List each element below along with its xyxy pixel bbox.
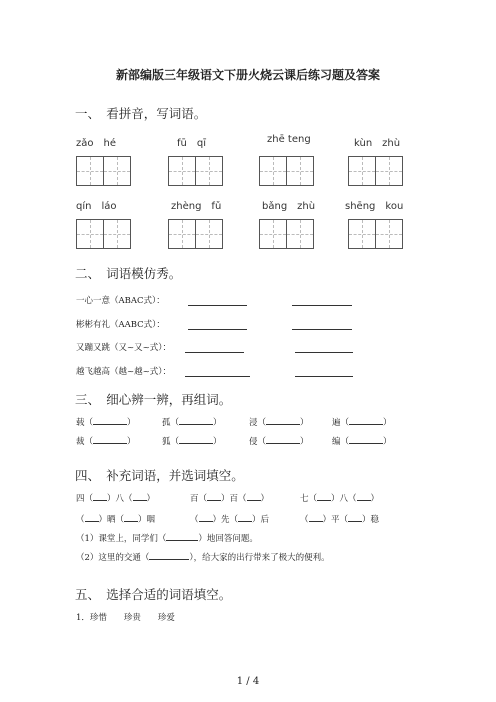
answer-blank[interactable] <box>185 352 244 353</box>
sentence-2: （2）这里的交通（ ），给大家的出行带来了极大的便利。 <box>76 553 330 563</box>
imitate-item-3: 又蹦又跳（又~又~式）： <box>76 343 171 353</box>
word-group-item: 侵（ ） <box>249 437 309 447</box>
answer-blank[interactable] <box>185 376 250 377</box>
word-group-item: 裁（ ） <box>76 437 136 447</box>
idiom-fill: （ ）先（ ）后 <box>190 515 270 525</box>
section-1-heading: 一、 看拼音，写词语。 <box>75 106 207 121</box>
write-box-7[interactable] <box>259 219 314 249</box>
idiom-fill: （ ）晒（ ）咽 <box>76 515 156 525</box>
word-choice-item: 1．珍惜 珍贵 珍爱 <box>76 613 175 623</box>
idiom-fill: 百（ ）百（ ） <box>190 494 270 504</box>
write-box-3[interactable] <box>259 156 314 186</box>
section-4-heading: 四、 补充词语，并选词填空。 <box>75 468 244 483</box>
pinyin-2: fū qī <box>177 138 206 149</box>
answer-blank[interactable] <box>188 305 247 306</box>
write-box-5[interactable] <box>76 219 131 249</box>
imitate-item-4: 越飞越高（越~越~式）： <box>76 367 171 377</box>
page-number: 1 / 4 <box>236 676 260 687</box>
pinyin-4: kùn zhù <box>354 138 401 149</box>
page-title: 新部编版三年级语文下册火烧云课后练习题及答案 <box>115 68 380 82</box>
pinyin-5: qín láo <box>76 201 117 212</box>
word-group-item: 编（ ） <box>332 437 392 447</box>
imitate-item-2: 彬彬有礼（AABC式）： <box>76 320 165 330</box>
section-3-heading: 三、 细心辨一辨，再组词。 <box>75 392 232 407</box>
word-group-item: 狐（ ） <box>162 437 222 447</box>
section-5-heading: 五、 选择合适的词语填空。 <box>75 587 232 602</box>
word-group-item: 载（ ） <box>76 418 136 428</box>
answer-blank[interactable] <box>295 376 353 377</box>
write-box-2[interactable] <box>168 156 223 186</box>
sentence-1: （1）课堂上，同学们（ ）地回答问题。 <box>76 534 258 544</box>
word-group-item: 浸（ ） <box>249 418 309 428</box>
pinyin-3: zhē teng <box>267 134 311 145</box>
word-group-item: 孤（ ） <box>162 418 222 428</box>
write-box-1[interactable] <box>76 156 131 186</box>
write-box-6[interactable] <box>168 219 223 249</box>
imitate-item-1: 一心一意（ABAC式）： <box>76 296 165 306</box>
pinyin-8: shēng kou <box>345 201 404 212</box>
word-group-item: 遍（ ） <box>332 418 392 428</box>
write-box-8[interactable] <box>348 219 403 249</box>
section-2-heading: 二、 词语模仿秀。 <box>75 266 182 281</box>
answer-blank[interactable] <box>188 329 247 330</box>
pinyin-6: zhèng fǔ <box>171 201 222 212</box>
pinyin-1: zǎo hé <box>76 138 116 149</box>
pinyin-7: bǎng zhù <box>262 201 316 212</box>
answer-blank[interactable] <box>295 352 353 353</box>
write-box-4[interactable] <box>348 156 403 186</box>
idiom-fill: （ ）平（ ）稳 <box>300 515 380 525</box>
answer-blank[interactable] <box>292 329 352 330</box>
idiom-fill: 四（ ）八（ ） <box>76 494 156 504</box>
idiom-fill: 七（ ）八（ ） <box>300 494 380 504</box>
answer-blank[interactable] <box>292 305 352 306</box>
